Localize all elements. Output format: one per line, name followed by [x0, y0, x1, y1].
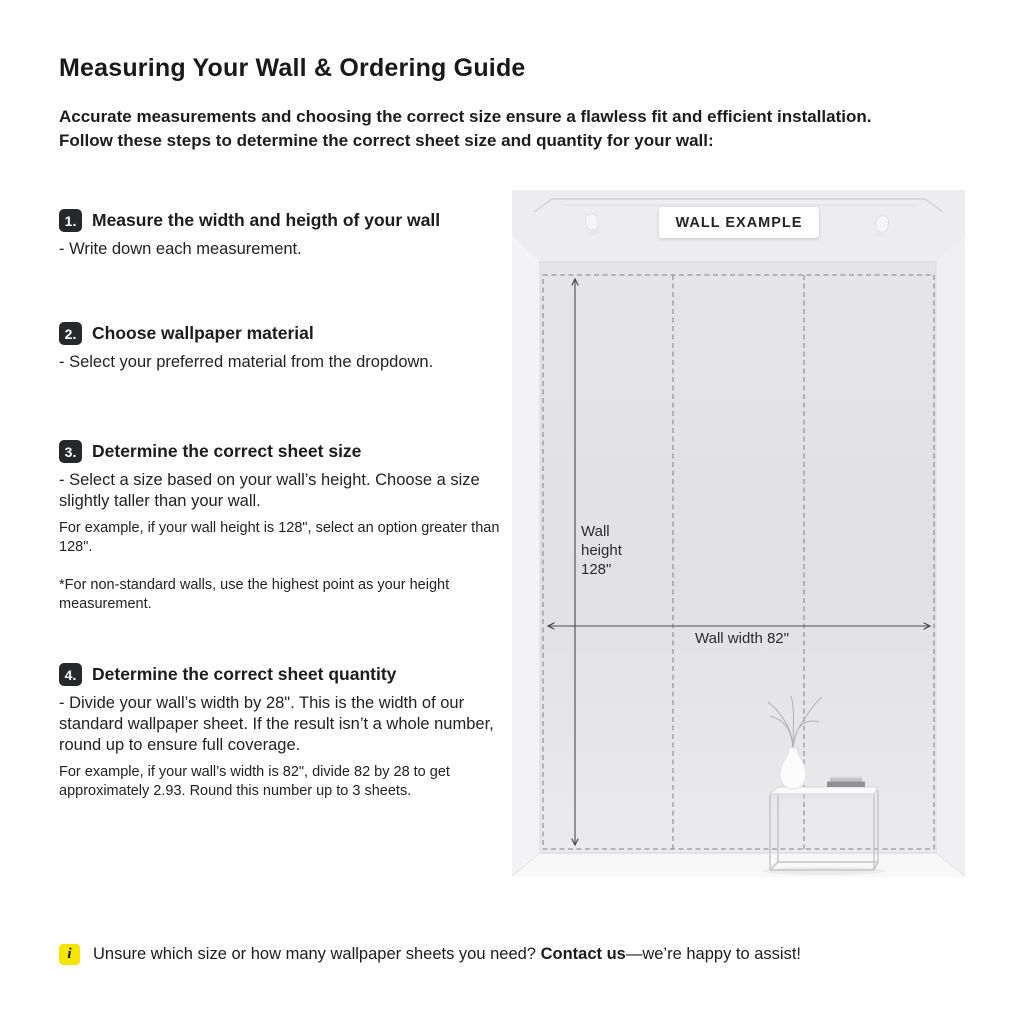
step-4-example: For example, if your wall’s width is 82", divide 82 by 28 to get approximately 2.93. Round this number up to 3 sheets.: [59, 764, 450, 799]
step-3-number-badge: 3.: [59, 440, 82, 463]
step-3-heading: [59, 440, 516, 463]
help-note: [59, 944, 801, 965]
wall-width-label: Wall width 82": [695, 630, 789, 647]
help-note-after: —we’re happy to assist!: [625, 945, 802, 963]
step-1: [59, 209, 516, 260]
step-3-body: - Select a size based on your wall’s height. Choose a size slightly taller than your wall.: [59, 471, 480, 510]
step-3-note: *For non-standard walls, use the highest point as your height measurement.: [59, 577, 450, 612]
step-3-title: Determine the correct sheet size: [92, 441, 362, 461]
wall-height-label: Wall height 128": [581, 523, 622, 578]
step-2-heading: [59, 322, 516, 345]
step-4-title: Determine the correct sheet quantity: [92, 664, 397, 684]
room-structure: [512, 190, 965, 877]
step-1-title: Measure the width and heigth of your wall: [92, 210, 441, 230]
info-icon: i: [59, 944, 80, 965]
step-3-example: For example, if your wall height is 128", select an option greater than 128".: [59, 520, 500, 555]
step-1-number-badge: 1.: [59, 209, 82, 232]
step-2-number-badge: 2.: [59, 322, 82, 345]
wall-example-image: [512, 190, 965, 877]
step-1-heading: [59, 209, 516, 232]
wall-example-label: WALL EXAMPLE: [659, 207, 819, 238]
intro-paragraph: [59, 105, 871, 153]
help-note-text: [93, 944, 801, 965]
step-2-title: Choose wallpaper material: [92, 323, 314, 343]
step-2-body: - Select your preferred material from the dropdown.: [59, 353, 434, 371]
page-title: Measuring Your Wall & Ordering Guide: [59, 54, 526, 82]
step-2: [59, 322, 516, 373]
room-illustration: [512, 190, 965, 877]
step-3: [59, 440, 516, 614]
intro-line-2: Follow these steps to determine the correct sheet size and quantity for your wall:: [59, 131, 714, 150]
step-1-body: - Write down each measurement.: [59, 240, 302, 258]
intro-line-1: Accurate measurements and choosing the correct size ensure a flawless fit and efficient installation.: [59, 107, 872, 126]
help-note-before: Unsure which size or how many wallpaper sheets you need?: [93, 945, 541, 963]
step-4-heading: [59, 663, 516, 686]
books: [827, 777, 865, 788]
step-4: [59, 663, 516, 801]
contact-us-link[interactable]: Contact us: [540, 945, 626, 963]
step-4-body: - Divide your wall’s width by 28". This is the width of our standard wallpaper sheet. If the result isn’t a whole number, round up to ensure full coverage.: [59, 694, 494, 754]
step-4-number-badge: 4.: [59, 663, 82, 686]
